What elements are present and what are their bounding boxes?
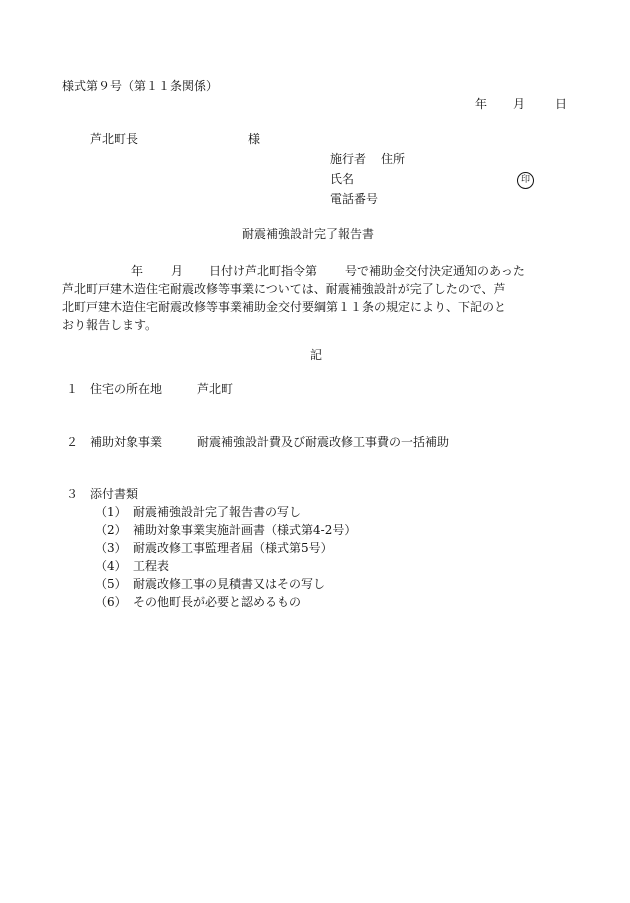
item-1-value: 芦北町 [197,382,234,396]
body-line-1-end: 号で補助金交付決定通知のあった [345,264,525,278]
date-day: 日 [555,97,568,111]
body-line-2: 芦北町戸建木造住宅耐震改修等事業については、耐震補強設計が完了したので、芦 [62,282,506,296]
attachment-4-text: 工程表 [133,559,170,573]
attachment-5-number: （5） [95,577,127,591]
attachment-6 [95,596,301,608]
attachment-5-text: 耐震改修工事の見積書又はその写し [133,577,326,591]
body-month: 月 [171,264,184,278]
attachment-1-number: （1） [95,505,127,519]
item-3-number: ３ [66,487,79,501]
attachment-3-number: （3） [95,541,127,555]
attachment-2-number: （2） [95,523,127,537]
attachment-2 [95,524,356,536]
attachment-2-text: 補助対象事業実施計画書（様式第4-2号） [133,523,357,537]
body-year: 年 [131,264,144,278]
applicant-name-label: 氏名 [330,172,355,186]
item-1-label: 住宅の所在地 [90,382,163,396]
attachment-3-text: 耐震改修工事監理者届（様式第5号） [133,541,333,555]
applicant-role-label: 施行者 [330,152,367,166]
body-paragraph [62,262,570,334]
body-line-4: おり報告します。 [62,318,158,332]
form-number: 様式第９号（第１１条関係） [62,79,219,93]
body-line-3: 北町戸建木造住宅耐震改修等事業補助金交付要綱第１１条の規定により、下記のと [62,300,507,314]
item-2-value: 耐震補強設計費及び耐震改修工事費の一括補助 [197,435,450,449]
attachment-6-number: （6） [95,595,127,609]
body-line-1-mid: 日付け芦北町指令第 [209,264,318,278]
seal-mark: 印 [517,172,534,189]
attachment-4-number: （4） [95,559,127,573]
attachment-1 [95,506,301,518]
attachment-4 [95,560,169,572]
addressee-name: 芦北町長 [90,132,139,146]
item-2-number: ２ [66,435,79,449]
date-year: 年 [475,97,488,111]
date-month: 月 [513,97,526,111]
item-2-label: 補助対象事業 [90,435,163,449]
attachment-6-text: その他町長が必要と認めるもの [133,595,302,609]
applicant-phone-label: 電話番号 [330,192,379,206]
ki-heading: 記 [310,348,323,362]
body-line-1 [62,262,570,280]
document-title: 耐震補強設計完了報告書 [242,227,375,241]
attachment-5 [95,578,325,590]
item-3-label: 添付書類 [90,487,139,501]
applicant-address-label: 住所 [381,152,406,166]
attachment-3 [95,542,333,554]
item-1-number: １ [66,382,79,396]
attachment-1-text: 耐震補強設計完了報告書の写し [133,505,302,519]
addressee-honorific: 様 [248,132,261,146]
